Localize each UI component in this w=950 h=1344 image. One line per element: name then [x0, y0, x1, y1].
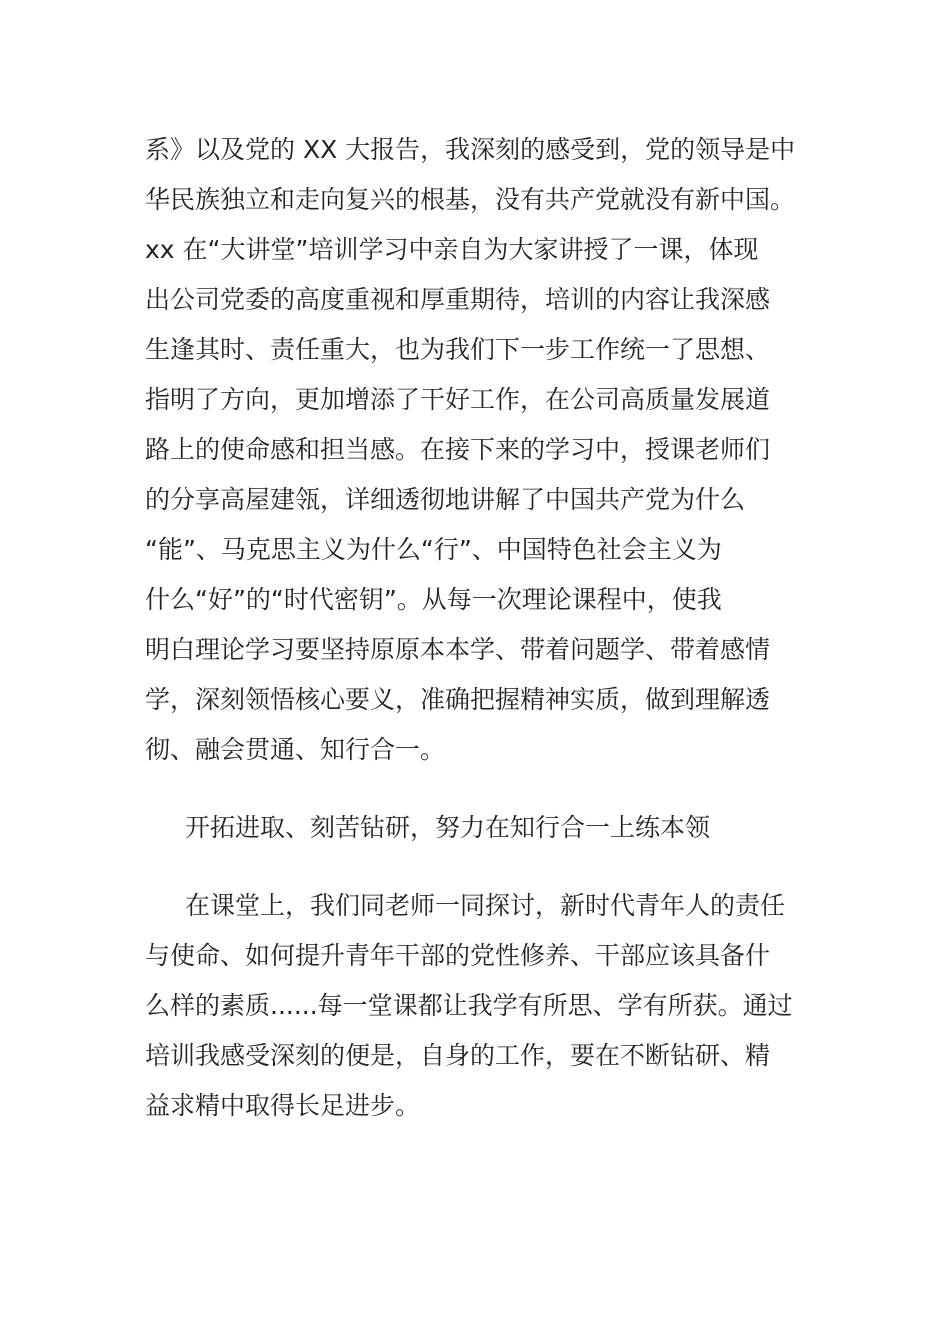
- paragraph-line: 学，深刻领悟核心要义，准确把握精神实质，做到理解透: [145, 685, 771, 714]
- section-heading: 开拓进取、刻苦钻研，努力在知行合一上练本领: [185, 813, 711, 842]
- paragraph-line: 生逢其时、责任重大，也为我们下一步工作统一了思想、: [145, 335, 771, 364]
- paragraph-line: 路上的使命感和担当感。在接下来的学习中，授课老师们: [145, 435, 771, 464]
- paragraph-line: 指明了方向，更加增添了干好工作，在公司高质量发展道: [145, 385, 771, 414]
- paragraph-line: 的分享高屋建瓴，详细透彻地讲解了中国共产党为什么: [145, 485, 746, 514]
- paragraph-line: “能”、马克思主义为什么“行”、中国特色社会主义为: [145, 535, 722, 564]
- paragraph-line: 与使命、如何提升青年干部的党性修养、干部应该具备什: [145, 941, 771, 970]
- paragraph-line: 明白理论学习要坚持原原本本学、带着问题学、带着感情: [145, 635, 771, 664]
- paragraph-line: 彻、融会贯通、知行合一。: [145, 735, 446, 764]
- paragraph-line: xx 在“大讲堂”培训学习中亲自为大家讲授了一课，体现: [145, 235, 759, 264]
- paragraph-line: 什么“好”的“时代密钥”。从每一次理论课程中，使我: [145, 585, 722, 614]
- paragraph-line: 么样的素质......每一堂课都让我学有所思、学有所获。通过: [145, 991, 793, 1020]
- paragraph-line: 华民族独立和走向复兴的根基，没有共产党就没有新中国。: [145, 185, 796, 214]
- paragraph-line: 出公司党委的高度重视和厚重期待，培训的内容让我深感: [145, 285, 771, 314]
- paragraph-line: 益求精中取得长足进步。: [145, 1091, 421, 1120]
- paragraph-line: 培训我感受深刻的便是，自身的工作，要在不断钻研、精: [145, 1041, 771, 1070]
- paragraph-line: 系》以及党的 XX 大报告，我深刻的感受到，党的领导是中: [145, 135, 796, 164]
- paragraph-line: 在课堂上，我们同老师一同探讨，新时代青年人的责任: [185, 891, 786, 920]
